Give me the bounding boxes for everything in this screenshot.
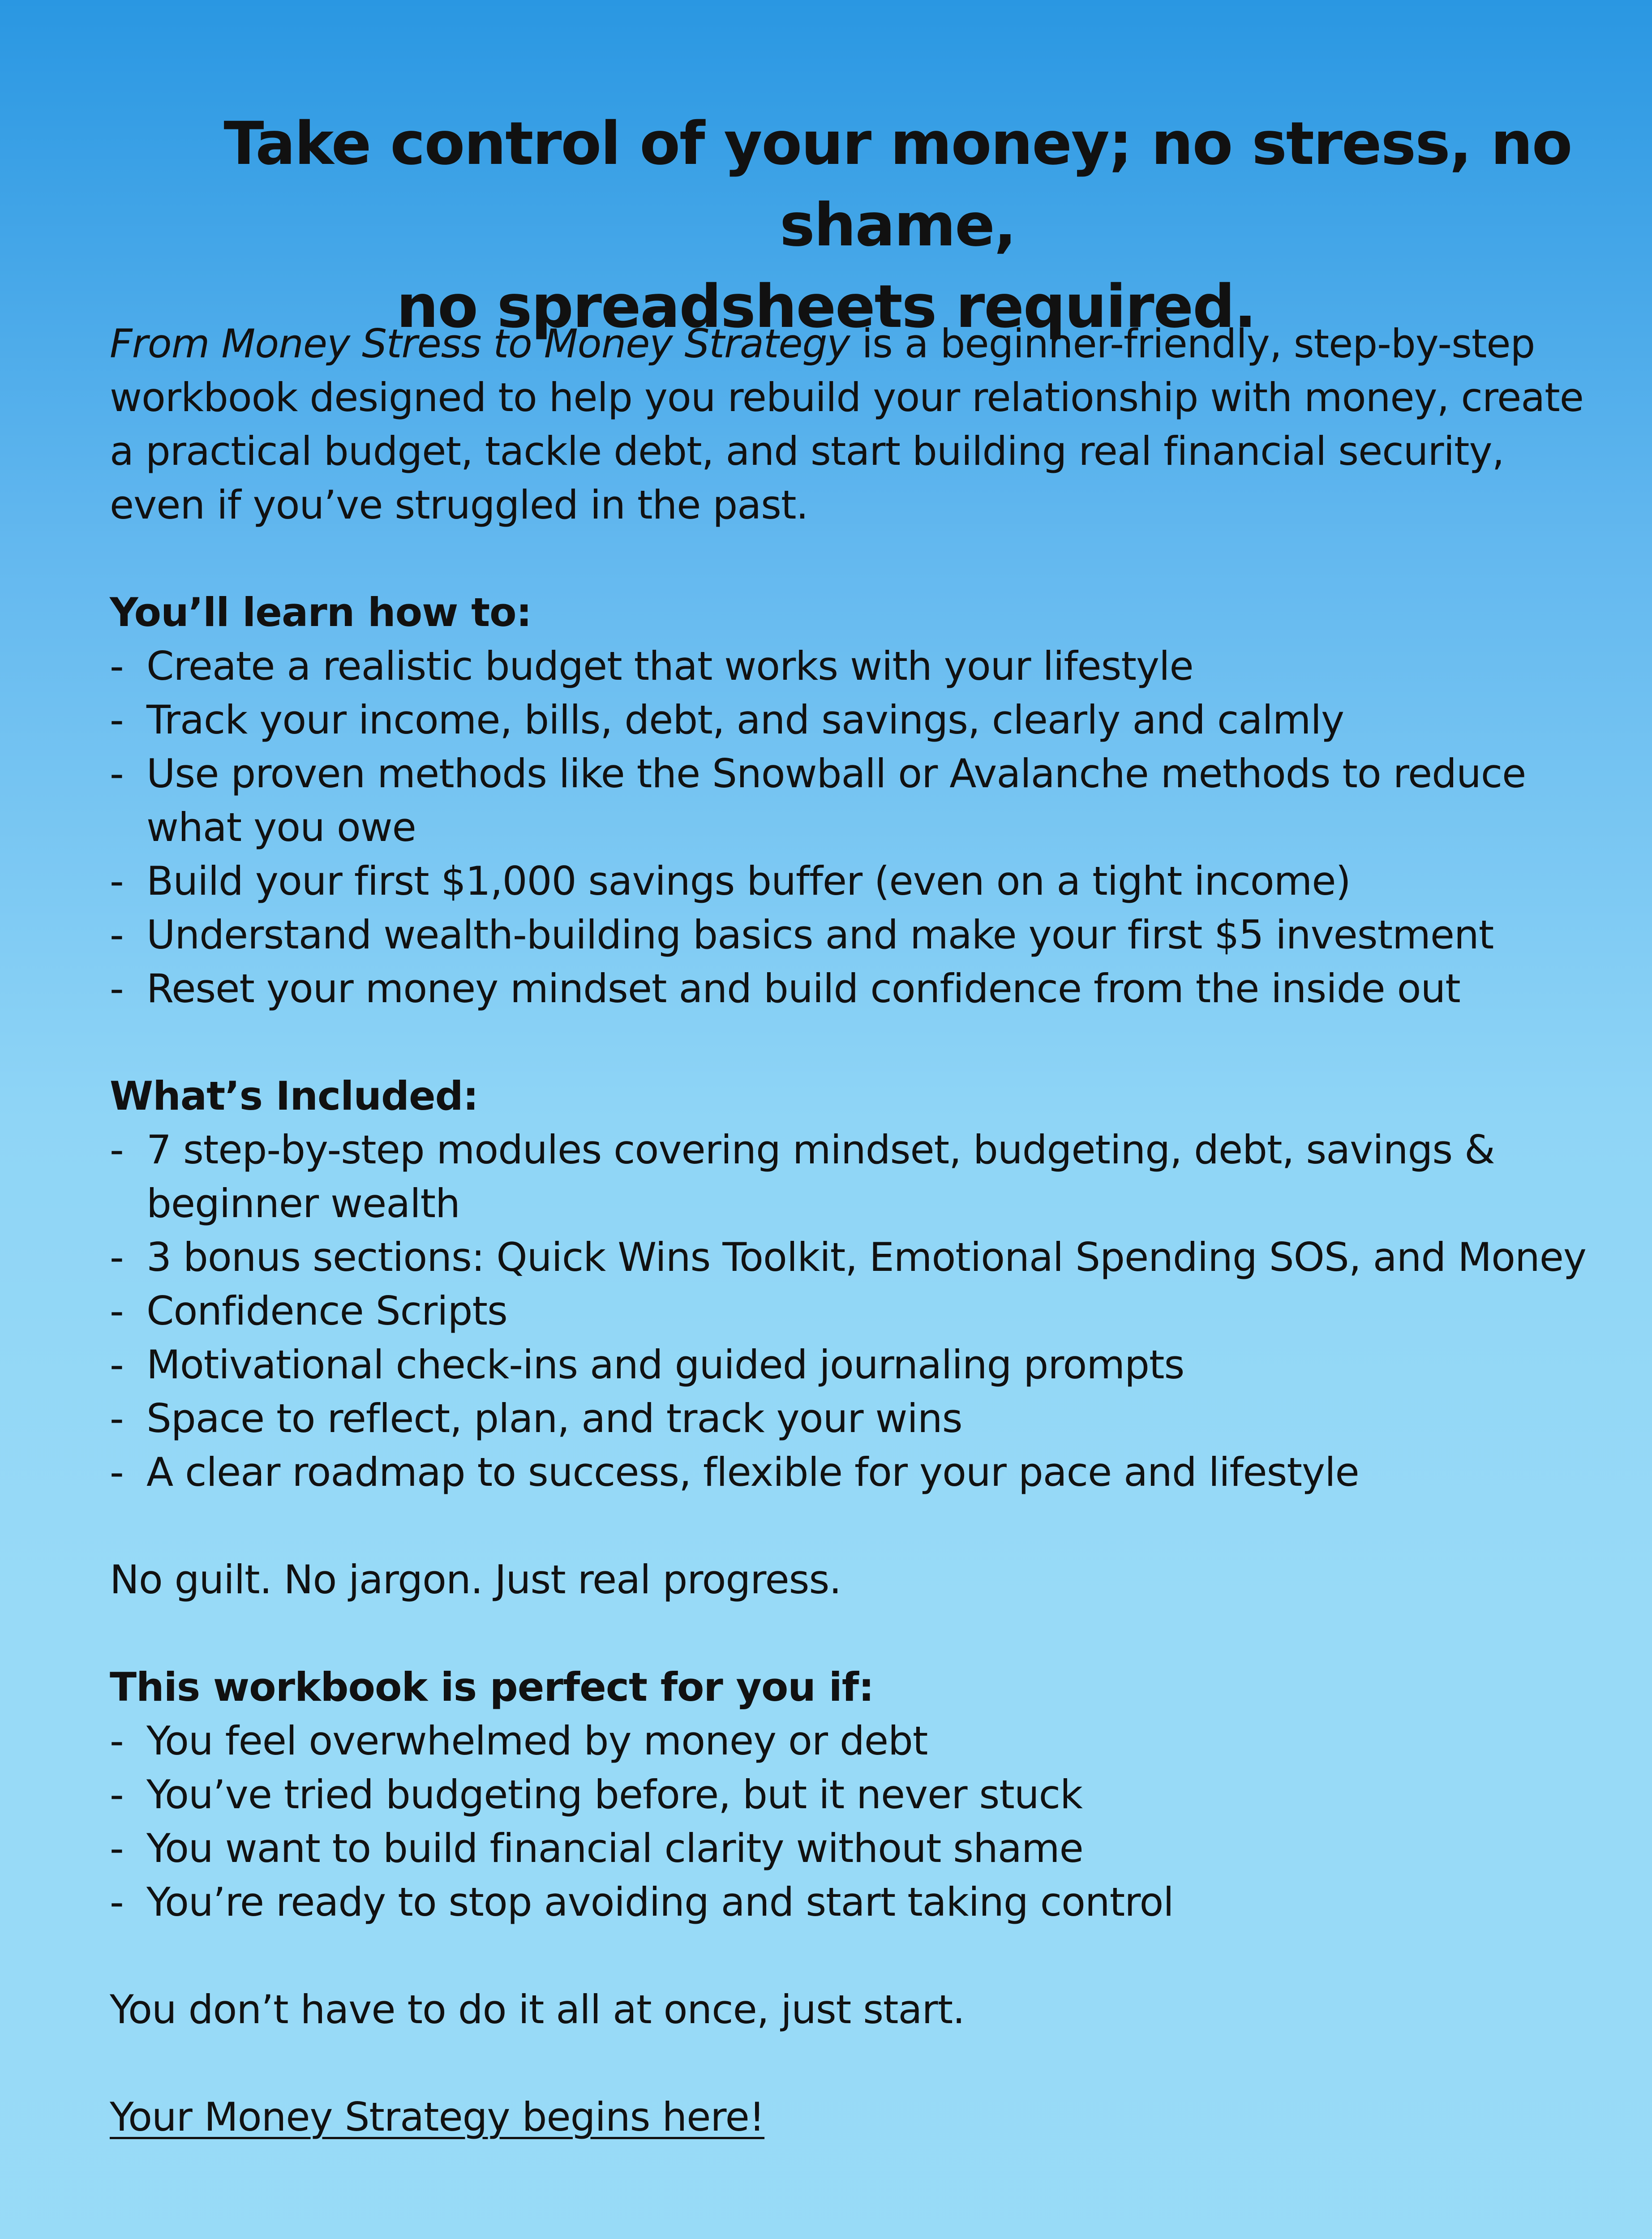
list-item — [110, 639, 1601, 693]
learn-section — [110, 586, 1601, 1016]
bullet-dash: - — [110, 1879, 124, 1925]
included-list — [110, 1123, 1601, 1499]
included-section — [110, 1069, 1601, 1499]
list-item-text: Understand wealth-building basics and make your first $5 investment — [146, 912, 1494, 958]
perfect-list — [110, 1714, 1601, 1929]
list-item — [110, 693, 1601, 747]
list-item-text: Motivational check-ins and guided journaling prompts — [146, 1342, 1184, 1388]
headline — [0, 103, 1652, 347]
bullet-dash: - — [110, 751, 124, 797]
bullet-dash: - — [110, 1395, 124, 1441]
list-item — [110, 908, 1601, 962]
list-item-text: A clear roadmap to success, flexible for your pace and lifestyle — [146, 1449, 1359, 1495]
perfect-section — [110, 1660, 1601, 1929]
list-item-text: You’ve tried budgeting before, but it never stuck — [146, 1771, 1082, 1818]
list-item-text: You want to build financial clarity without shame — [146, 1825, 1083, 1871]
intro-text: is a beginner-friendly, step-by-step workbook designed to help you rebuild your relationship with money, create a practical budget, tackle debt, and start building real financial security, even if you’ve struggled in the past. — [110, 321, 1583, 528]
list-item-text: Confidence Scripts — [146, 1288, 507, 1334]
learn-list — [110, 639, 1601, 1016]
list-item — [110, 1231, 1601, 1284]
headline-line-2: no spreadsheets required. — [396, 272, 1256, 341]
money-strategy-link[interactable]: Your Money Strategy begins here! — [110, 2094, 765, 2140]
list-item-text: Space to reflect, plan, and track your wins — [146, 1395, 962, 1441]
bullet-dash: - — [110, 1127, 124, 1173]
bullet-dash: - — [110, 1234, 124, 1280]
list-item — [110, 1123, 1601, 1231]
headline-line-1: Take control of your money; no stress, no shame, — [223, 109, 1572, 260]
list-item-text: 3 bonus sections: Quick Wins Toolkit, Emotional Spending SOS, and Money — [146, 1234, 1586, 1280]
list-item — [110, 1338, 1601, 1392]
list-item — [110, 747, 1601, 854]
list-item — [110, 1714, 1601, 1768]
body-content — [110, 317, 1601, 2144]
list-item-text: Reset your money mindset and build confidence from the inside out — [146, 965, 1460, 1012]
list-item — [110, 1284, 1601, 1338]
bullet-dash: - — [110, 858, 124, 904]
bullet-dash: - — [110, 965, 124, 1012]
bullet-dash: - — [110, 1288, 124, 1334]
list-item-text: You’re ready to stop avoiding and start taking control — [146, 1879, 1174, 1925]
bullet-dash: - — [110, 1771, 124, 1818]
book-title: From Money Stress to Money Strategy — [110, 321, 850, 367]
intro-paragraph — [110, 317, 1601, 532]
bullet-dash: - — [110, 643, 124, 689]
bullet-dash: - — [110, 1825, 124, 1871]
bullet-dash: - — [110, 1718, 124, 1764]
list-item-text: Use proven methods like the Snowball or Avalanche methods to reduce what you owe — [146, 751, 1526, 850]
list-item — [110, 1768, 1601, 1822]
list-item-text: You feel overwhelmed by money or debt — [146, 1718, 928, 1764]
bullet-dash: - — [110, 912, 124, 958]
list-item — [110, 1445, 1601, 1499]
list-item-text: 7 step-by-step modules covering mindset, budgeting, debt, savings & beginner wealth — [146, 1127, 1495, 1227]
included-title: What’s Included: — [110, 1073, 478, 1119]
list-item — [110, 962, 1601, 1016]
learn-title: You’ll learn how to: — [110, 589, 532, 635]
list-item — [110, 1392, 1601, 1445]
closing-line: You don’t have to do it all at once, just start. — [110, 1986, 965, 2033]
list-item — [110, 1822, 1601, 1875]
list-item — [110, 1875, 1601, 1929]
bullet-dash: - — [110, 1449, 124, 1495]
bullet-dash: - — [110, 697, 124, 743]
list-item-text: Build your first $1,000 savings buffer (even on a tight income) — [146, 858, 1351, 904]
list-item-text: Track your income, bills, debt, and savings, clearly and calmly — [146, 697, 1344, 743]
perfect-title: This workbook is perfect for you if: — [110, 1664, 874, 1710]
list-item-text: Create a realistic budget that works with your lifestyle — [146, 643, 1193, 689]
bullet-dash: - — [110, 1342, 124, 1388]
tagline: No guilt. No jargon. Just real progress. — [110, 1557, 841, 1603]
list-item — [110, 854, 1601, 908]
